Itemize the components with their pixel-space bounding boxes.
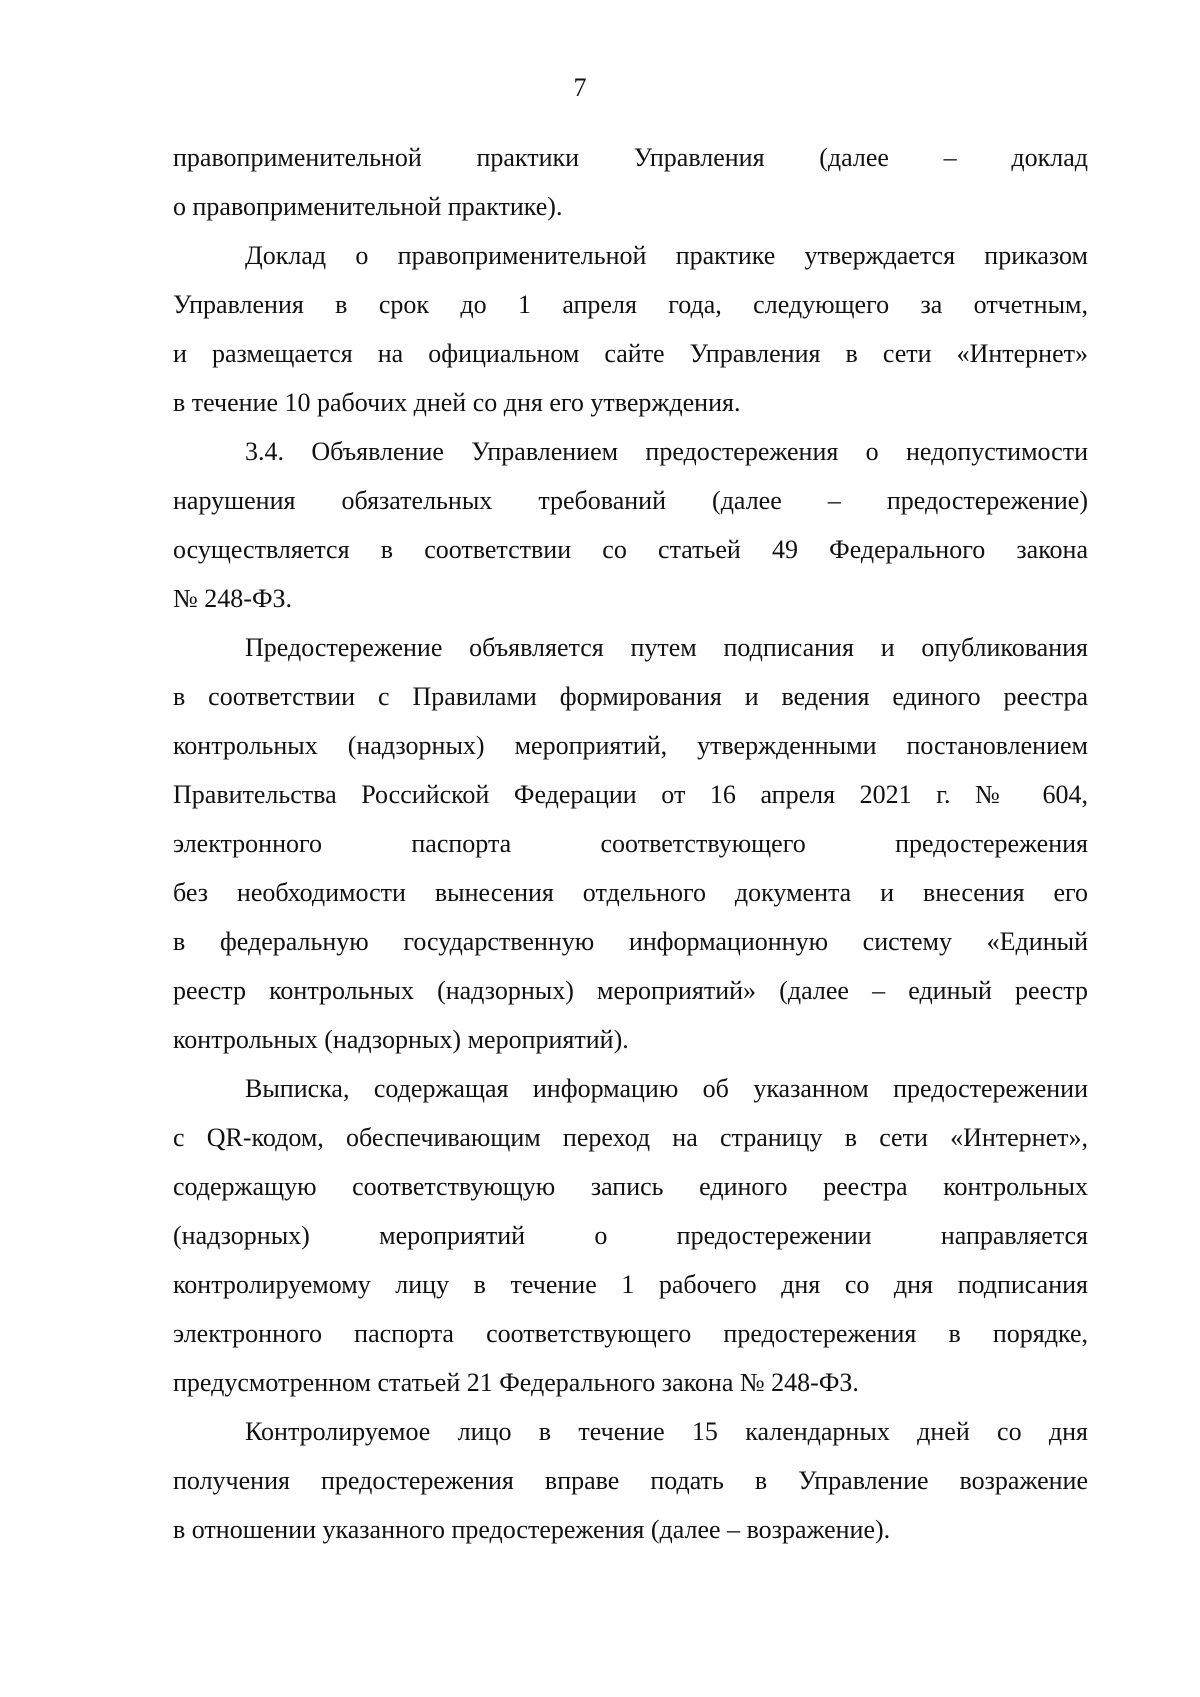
text-line: осуществляется в соответствии со статьей 49 Федерального закона: [173, 535, 1088, 564]
text-line: в федеральную государственную информационную систему «Единый: [173, 927, 1088, 956]
text-line: контролируемому лицу в течение 1 рабочего дня со дня подписания: [173, 1270, 1088, 1299]
text-line: (надзорных) мероприятий о предостережении направляется: [173, 1221, 1088, 1250]
paragraph: [173, 623, 1088, 1064]
text-line: в течение 10 рабочих дней со дня его утверждения.: [173, 388, 741, 417]
text-line: реестр контрольных (надзорных) мероприятий» (далее – единый реестр: [173, 976, 1088, 1005]
text-line: 3.4. Объявление Управлением предостережения о недопустимости: [245, 437, 1088, 466]
text-line: правоприменительной практики Управления (далее – доклад: [173, 143, 1088, 172]
text-line: получения предостережения вправе подать в Управление возражение: [173, 1466, 1088, 1495]
text-line: содержащую соответствующую запись единого реестра контрольных: [173, 1172, 1088, 1201]
page-number: 7: [573, 73, 587, 102]
text-line: электронного паспорта соответствующего предостережения в порядке,: [173, 1319, 1088, 1348]
text-line: контрольных (надзорных) мероприятий, утвержденными постановлением: [173, 731, 1088, 760]
text-line: о правоприменительной практике).: [173, 192, 563, 221]
text-line: № 248-ФЗ.: [173, 584, 293, 613]
text-line: без необходимости вынесения отдельного документа и внесения его: [173, 878, 1088, 907]
paragraph: [173, 133, 1088, 231]
text-line: Доклад о правоприменительной практике утверждается приказом: [245, 241, 1088, 270]
text-line: Предостережение объявляется путем подписания и опубликования: [245, 633, 1088, 662]
paragraph: [173, 231, 1088, 427]
paragraph: [173, 427, 1088, 623]
paragraph: [173, 1407, 1088, 1554]
text-line: предусмотренном статьей 21 Федерального закона № 248-ФЗ.: [173, 1368, 859, 1397]
text-line: Выписка, содержащая информацию об указанном предостережении: [245, 1074, 1088, 1103]
text-line: Правительства Российской Федерации от 16 апреля 2021 г. № 604,: [173, 780, 1088, 809]
text-line: Управления в срок до 1 апреля года, следующего за отчетным,: [173, 290, 1088, 319]
text-line: в отношении указанного предостережения (далее – возражение).: [173, 1515, 891, 1544]
text-line: Контролируемое лицо в течение 15 календарных дней со дня: [245, 1417, 1088, 1446]
text-line: нарушения обязательных требований (далее – предостережение): [173, 486, 1088, 515]
text-line: электронного паспорта соответствующего предостережения: [173, 829, 1088, 858]
text-line: и размещается на официальном сайте Управления в сети «Интернет»: [173, 339, 1088, 368]
text-line: контрольных (надзорных) мероприятий).: [173, 1025, 629, 1054]
text-line: в соответствии с Правилами формирования и ведения единого реестра: [173, 682, 1088, 711]
text-line: с QR-кодом, обеспечивающим переход на страницу в сети «Интернет»,: [173, 1123, 1088, 1152]
document-body: [173, 133, 1088, 1554]
paragraph: [173, 1064, 1088, 1407]
